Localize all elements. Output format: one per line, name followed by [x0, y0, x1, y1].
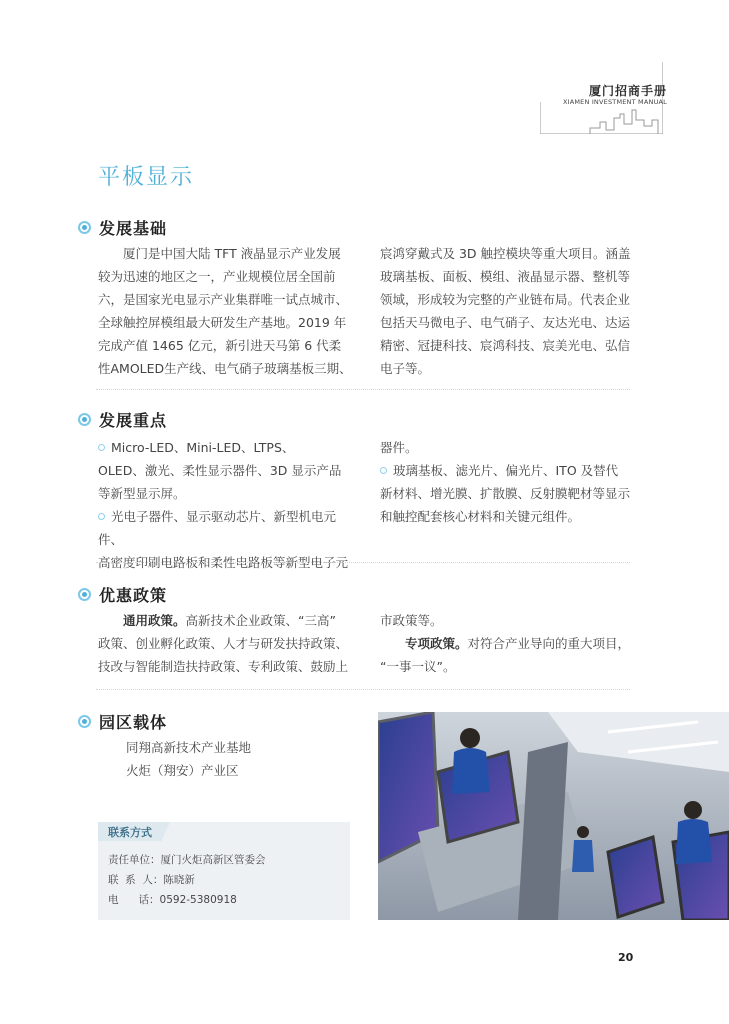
special-policy-label: 专项政策。	[405, 636, 468, 651]
section-divider	[96, 562, 630, 563]
text-line: 政策、创业孵化政策、人才与研发扶持政策、	[98, 636, 349, 651]
text-line	[98, 609, 360, 632]
text-line: 全球触控屏模组最大研发生产基地。2019 年	[98, 315, 347, 330]
text-line: “一事一议”。	[380, 659, 456, 674]
contact-person: 联 系 人：陈晓新	[108, 874, 195, 886]
text-line-content: Micro-LED、Mini-LED、LTPS、	[111, 440, 295, 455]
development-basis-right-column	[380, 242, 635, 380]
text-line: 六，是国家光电显示产业集群唯一试点城市、	[98, 292, 349, 307]
text-line: 厦门是中国大陆 TFT 液晶显示产业发展	[123, 246, 341, 261]
text-line: 市政策等。	[380, 613, 443, 628]
section-divider	[96, 689, 630, 690]
contact-unit: 责任单位：厦门火炬高新区管委会	[108, 854, 266, 866]
text-line	[380, 632, 635, 655]
section-bullet-icon	[78, 715, 91, 728]
text-line: 性AMOLED生产线、电气硝子玻璃基板三期、	[98, 361, 352, 376]
section-heading-park-carrier	[78, 710, 167, 733]
development-focus-left-column	[98, 436, 360, 574]
contact-lines	[108, 850, 266, 910]
text-line-content: 高新技术企业政策、“三高”	[185, 613, 336, 628]
text-line: 精密、冠捷科技、宸鸿科技、宸美光电、弘信	[380, 338, 631, 353]
page-number: 20	[618, 951, 634, 964]
section-bullet-icon	[78, 221, 91, 234]
circle-bullet-icon	[98, 513, 105, 520]
text-line: 宸鸿穿戴式及 3D 触控模块等重大项目。涵盖	[380, 246, 631, 261]
section-heading-development-basis	[78, 216, 167, 239]
text-line: 和触控配套核心材料和关键元组件。	[380, 509, 581, 524]
section-divider	[96, 389, 630, 390]
text-line: 玻璃基板、面板、模组、液晶显示器、整机等	[380, 269, 631, 284]
text-line: 完成产值 1465 亿元，新引进天马第 6 代柔	[98, 338, 342, 353]
section-bullet-icon	[78, 413, 91, 426]
text-line-content: 光电子器件、显示驱动芯片、新型机电元件、	[98, 509, 337, 547]
text-line: 较为迅速的地区之一，产业规模位居全国前	[98, 269, 336, 284]
header-subtitle: XIAMEN INVESTMENT MANUAL	[562, 98, 667, 106]
text-line: 等新型显示屏。	[98, 486, 186, 501]
policies-left-column	[98, 609, 360, 678]
text-line-content: 对符合产业导向的重大项目，	[467, 636, 631, 651]
text-line	[98, 436, 360, 459]
text-line: 电子等。	[380, 361, 431, 376]
circle-bullet-icon	[380, 467, 387, 474]
contact-box	[98, 822, 350, 920]
page-title: 平板显示	[98, 165, 195, 190]
section-title: 优惠政策	[99, 586, 168, 605]
text-line: 技改与智能制造扶持政策、专利政策、鼓励上	[98, 659, 349, 674]
text-line: 领域，形成较为完整的产业链布局。代表企业	[380, 292, 631, 307]
general-policy-label: 通用政策。	[123, 613, 186, 628]
park-list	[126, 736, 251, 782]
development-focus-right-column	[380, 436, 635, 528]
text-line	[98, 505, 360, 551]
text-line: 包括天马微电子、电气硝子、友达光电、达运	[380, 315, 631, 330]
section-bullet-icon	[78, 588, 91, 601]
factory-photo	[378, 712, 729, 920]
section-title: 园区载体	[99, 713, 168, 732]
policies-right-column	[380, 609, 635, 678]
development-basis-left-column	[98, 242, 360, 380]
section-heading-preferential-policies	[78, 583, 167, 606]
header-title: 厦门招商手册	[588, 84, 667, 98]
park-item: 火炬（翔安）产业区	[126, 763, 239, 778]
section-title: 发展基础	[99, 219, 168, 238]
text-line: 器件。	[380, 440, 418, 455]
text-line: 高密度印刷电路板和柔性电路板等新型电子元	[98, 555, 349, 570]
contact-label: 联系方式	[108, 826, 152, 839]
contact-phone: 电 话：0592-5380918	[108, 894, 237, 906]
section-title: 发展重点	[99, 411, 168, 430]
circle-bullet-icon	[98, 444, 105, 451]
park-item: 同翔高新技术产业基地	[126, 740, 252, 755]
section-heading-development-focus	[78, 408, 167, 431]
text-line-content: 玻璃基板、滤光片、偏光片、ITO 及替代	[393, 463, 619, 478]
text-line: OLED、激光、柔性显示器件、3D 显示产品	[98, 463, 342, 478]
text-line	[380, 459, 635, 482]
text-line: 新材料、增光膜、扩散膜、反射膜靶材等显示	[380, 486, 631, 501]
